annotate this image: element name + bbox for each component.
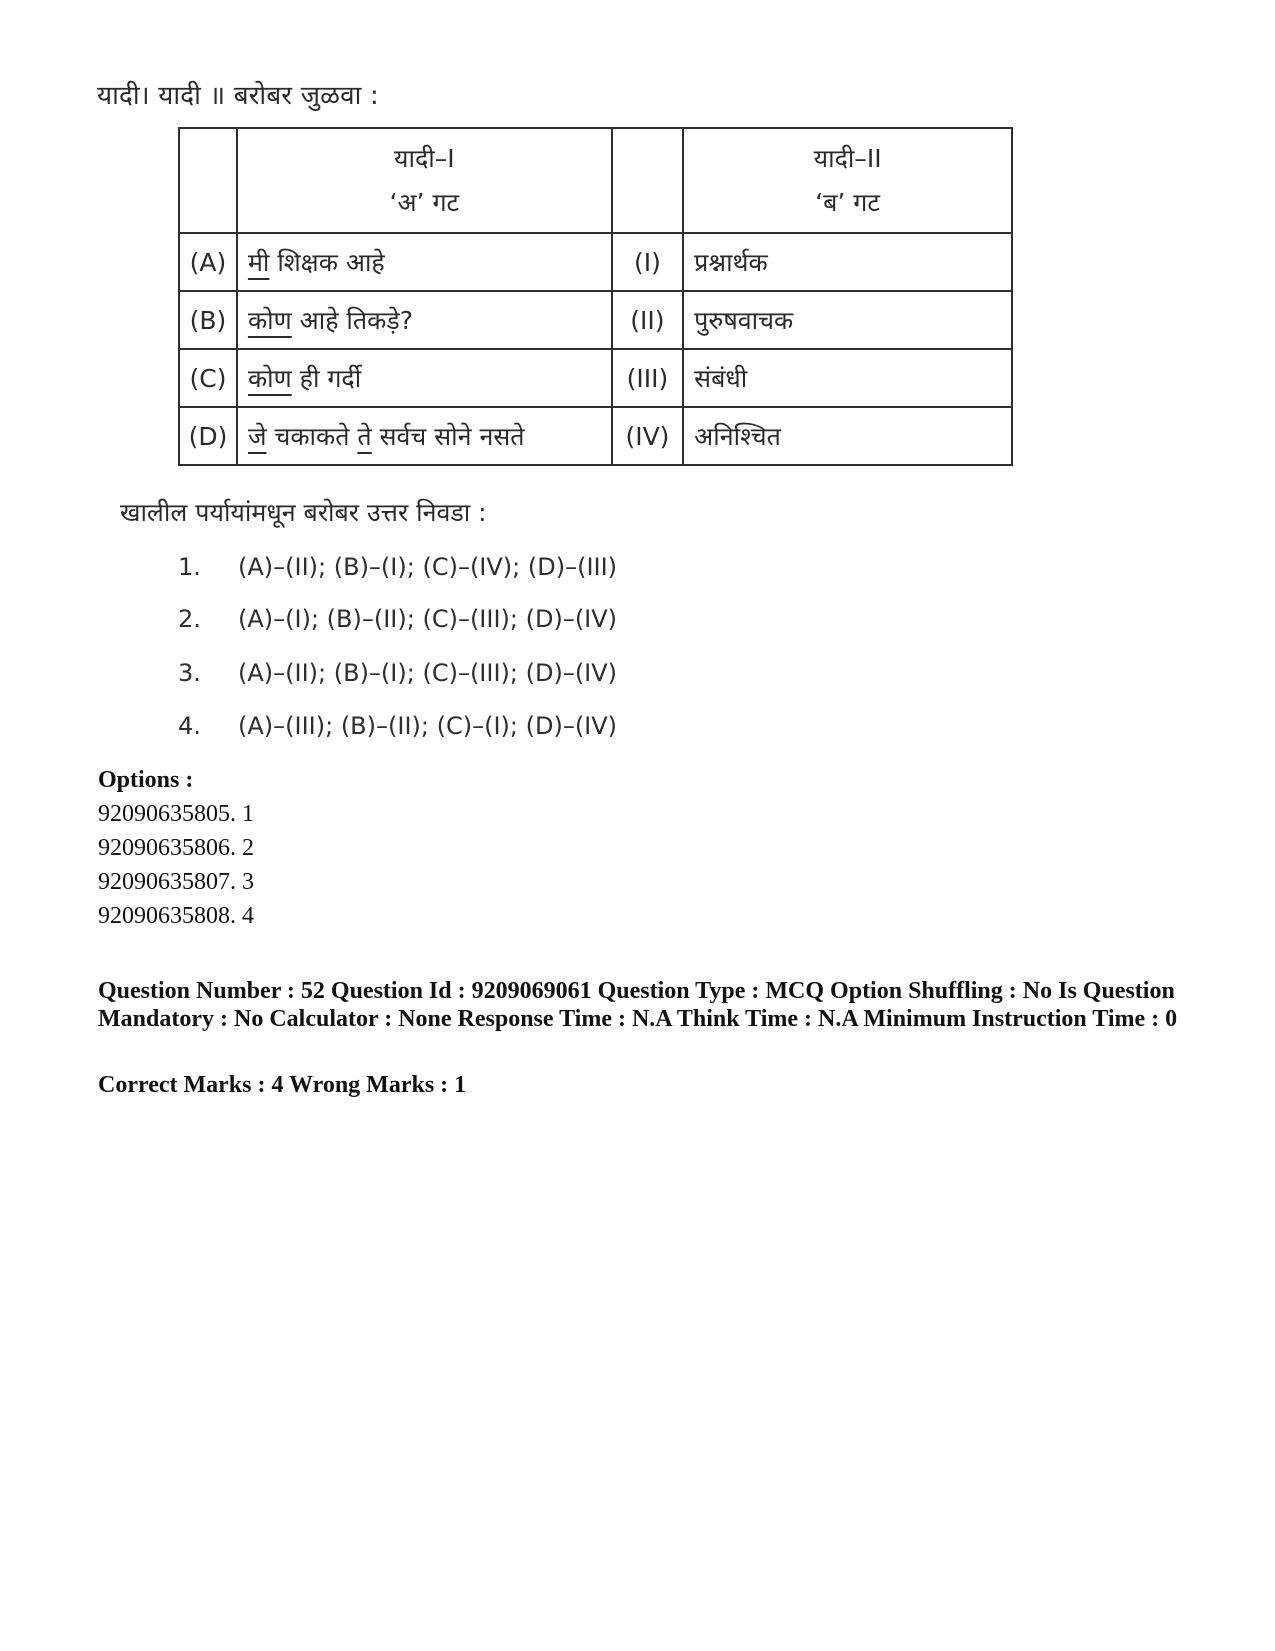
table-row [179, 407, 1012, 465]
row-left-rest: आहे तिकड़े? [291, 306, 414, 335]
row-num: (II) [612, 291, 683, 349]
underlined-word: मी [247, 248, 270, 277]
table-row [179, 291, 1012, 349]
row-left-text [237, 233, 612, 291]
row-num: (I) [612, 233, 683, 291]
choice-number: 3. [178, 659, 201, 687]
underlined-word: ते [357, 422, 372, 451]
option-item: 92090635808. 4 [98, 903, 254, 929]
choose-instruction: खालील पर्यायांमधून बरोबर उत्तर निवडा : [120, 498, 487, 527]
row-left-rest: सर्वच सोने नसते [371, 422, 525, 451]
row-left-mid: चकाकते [266, 422, 358, 451]
header-list-2-title: यादी–II [813, 143, 882, 173]
marks-info: Correct Marks : 4 Wrong Marks : 1 [98, 1072, 467, 1098]
header-list-2 [683, 128, 1012, 233]
header-list-2-group: ‘ब’ गट [815, 187, 880, 217]
choice-number: 2. [178, 605, 201, 633]
table-row [179, 349, 1012, 407]
row-left-text [237, 407, 612, 465]
question-instruction: यादी। यादी ॥ बरोबर जुळवा : [97, 81, 379, 111]
question-image [0, 0, 1275, 760]
row-left-rest: शिक्षक आहे [269, 248, 385, 277]
row-left-text [237, 291, 612, 349]
option-item: 92090635806. 2 [98, 835, 254, 861]
header-empty-cell [179, 128, 237, 233]
table-row [179, 233, 1012, 291]
underlined-word: कोण [247, 306, 292, 335]
row-right-text: संबंधी [683, 349, 1012, 407]
header-list-1-title: यादी–I [394, 143, 455, 173]
choice-text: (A)–(I); (B)–(II); (C)–(III); (D)–(IV) [238, 605, 618, 633]
option-item: 92090635807. 3 [98, 869, 254, 895]
choice-text: (A)–(II); (B)–(I); (C)–(IV); (D)–(III) [238, 553, 618, 581]
option-item: 92090635805. 1 [98, 801, 254, 827]
row-key: (B) [179, 291, 237, 349]
options-heading: Options : [98, 767, 194, 793]
answer-choice [178, 712, 617, 740]
table-header-row [179, 128, 1012, 233]
choice-text: (A)–(II); (B)–(I); (C)–(III); (D)–(IV) [238, 659, 618, 687]
header-empty-cell [612, 128, 683, 233]
row-num: (IV) [612, 407, 683, 465]
choice-number: 4. [178, 712, 201, 740]
question-info: Question Number : 52 Question Id : 9209069061 Question Type : MCQ Option Shuffling : No Is Question Mandatory : No Calculator : None Response Time : N.A Think Time : N.A Minimum Instruction Time : 0 [98, 978, 1178, 1032]
row-right-text: अनिश्चित [683, 407, 1012, 465]
match-table [178, 127, 1013, 466]
header-list-1-group: ‘अ’ गट [389, 187, 460, 217]
row-left-text [237, 349, 612, 407]
underlined-word: जे [247, 422, 267, 451]
underlined-word: कोण [247, 364, 292, 393]
choice-number: 1. [178, 553, 201, 581]
row-right-text: प्रश्नार्थक [683, 233, 1012, 291]
header-list-1 [237, 128, 612, 233]
row-key: (D) [179, 407, 237, 465]
answer-choice [178, 659, 617, 687]
row-left-rest: ही गर्दी [291, 364, 362, 393]
answer-choice [178, 553, 617, 581]
row-right-text: पुरुषवाचक [683, 291, 1012, 349]
row-num: (III) [612, 349, 683, 407]
choice-text: (A)–(III); (B)–(II); (C)–(I); (D)–(IV) [238, 712, 618, 740]
row-key: (A) [179, 233, 237, 291]
answer-choice [178, 605, 617, 633]
row-key: (C) [179, 349, 237, 407]
